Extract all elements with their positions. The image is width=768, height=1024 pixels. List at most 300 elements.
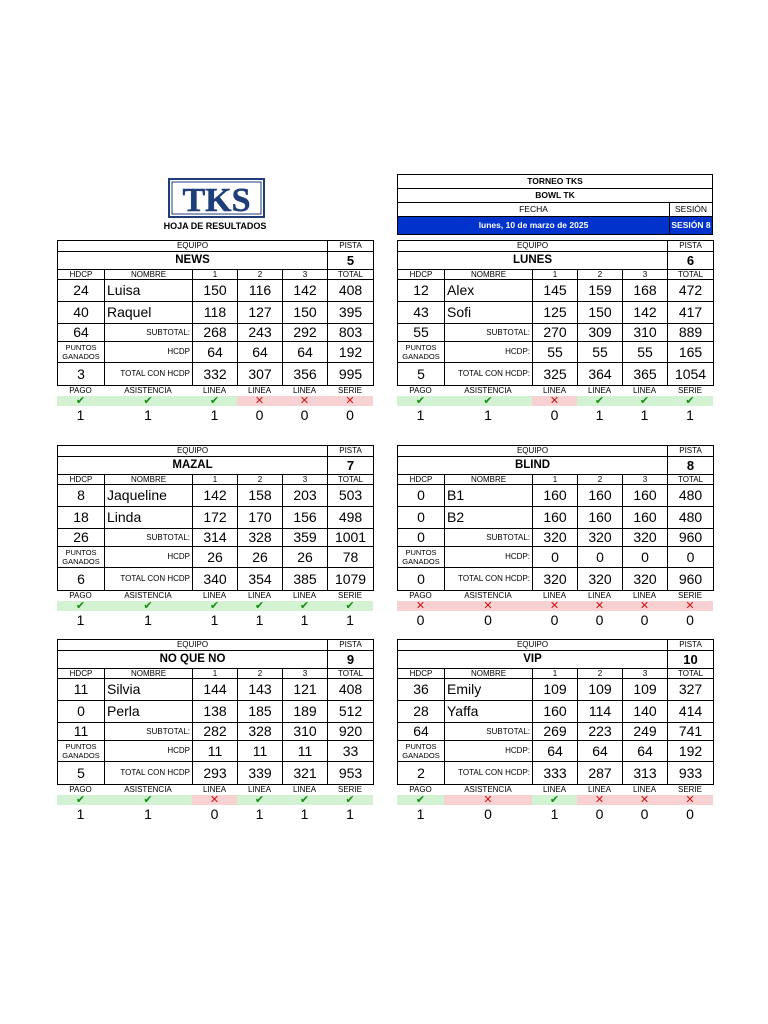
linea2-points: 0 <box>255 407 264 423</box>
subtotal-row <box>398 324 714 342</box>
hcdp-game2: 0 <box>578 547 623 568</box>
linea3-points: 0 <box>640 612 649 628</box>
serie-mark-icon: ✕ <box>327 396 373 406</box>
game2-header: 2 <box>238 475 283 485</box>
pago-points: 0 <box>416 612 425 628</box>
linea3-points: 1 <box>300 612 309 628</box>
player-game1: 160 <box>533 701 578 723</box>
hdcp-header: HDCP <box>58 669 105 679</box>
hdcp-header: HDCP <box>58 270 105 280</box>
pista-label: PISTA <box>328 241 374 252</box>
serie-label: SERIE <box>677 386 702 395</box>
total-con-hcdp-game3: 313 <box>623 762 668 785</box>
asistencia-points: 1 <box>144 806 152 822</box>
linea2-mark-icon: ✕ <box>237 396 282 406</box>
player-name: Linda <box>105 507 193 529</box>
total-con-hcdp-label: TOTAL CON HCDP: <box>445 363 533 386</box>
subtotal-label: SUBTOTAL: <box>105 529 193 547</box>
subtotal-game1: 314 <box>193 529 238 547</box>
asistencia-mark-icon: ✔ <box>444 396 532 406</box>
total-con-hcdp-total: 933 <box>668 762 714 785</box>
hcdp-row <box>58 547 374 568</box>
points-table <box>397 785 713 823</box>
linea2-points: 1 <box>255 806 264 822</box>
player-row <box>58 507 374 529</box>
subtotal-row <box>398 529 714 547</box>
player-total: 327 <box>668 679 714 701</box>
linea2-label: LINEA <box>587 785 612 794</box>
player-game2: 159 <box>578 280 623 302</box>
serie-label: SERIE <box>337 785 362 794</box>
linea3-label: LINEA <box>632 785 657 794</box>
player-game1: 142 <box>193 485 238 507</box>
puntos-ganados-value: 6 <box>58 568 105 591</box>
player-game2: 170 <box>238 507 283 529</box>
linea1-mark-icon: ✔ <box>192 601 237 611</box>
equipo-label: EQUIPO <box>398 241 668 252</box>
player-game1: 138 <box>193 701 238 723</box>
team-table <box>57 240 374 386</box>
total-con-hcdp-row <box>58 363 374 386</box>
player-game3: 168 <box>623 280 668 302</box>
total-con-hcdp-game3: 385 <box>283 568 328 591</box>
player-game3: 203 <box>283 485 328 507</box>
total-con-hcdp-total: 1079 <box>328 568 374 591</box>
player-game3: 121 <box>283 679 328 701</box>
puntos-ganados-label: PUNTOS GANADOS <box>398 547 445 568</box>
linea1-mark-icon: ✕ <box>532 396 577 406</box>
player-hdcp: 8 <box>58 485 105 507</box>
team-hdcp: 0 <box>398 529 445 547</box>
game2-header: 2 <box>578 270 623 280</box>
player-total: 395 <box>328 302 374 324</box>
total-con-hcdp-game2: 287 <box>578 762 623 785</box>
linea1-points: 1 <box>210 407 219 423</box>
puntos-ganados-label: PUNTOS GANADOS <box>398 342 445 363</box>
subtotal-game3: 310 <box>283 723 328 741</box>
player-game1: 118 <box>193 302 238 324</box>
player-game2: 114 <box>578 701 623 723</box>
serie-mark-icon: ✔ <box>667 396 713 406</box>
pago-label: PAGO <box>409 386 432 395</box>
serie-label: SERIE <box>677 785 702 794</box>
pago-mark-icon: ✔ <box>57 601 104 611</box>
logo-text: TKS <box>182 182 251 218</box>
player-game2: 160 <box>578 507 623 529</box>
linea1-label: LINEA <box>202 591 227 600</box>
team-block-6 <box>397 639 713 823</box>
team-hdcp: 64 <box>398 723 445 741</box>
subtotal-label: SUBTOTAL: <box>445 723 533 741</box>
player-name: Luisa <box>105 280 193 302</box>
asistencia-points: 1 <box>484 407 492 423</box>
linea1-mark-icon: ✔ <box>532 795 577 805</box>
hcdp-game2: 26 <box>238 547 283 568</box>
total-con-hcdp-game2: 339 <box>238 762 283 785</box>
linea2-mark-icon: ✔ <box>237 795 282 805</box>
hcdp-game1: 64 <box>533 741 578 762</box>
subtotal-label: SUBTOTAL: <box>445 529 533 547</box>
points-table <box>397 386 713 424</box>
linea3-mark-icon: ✔ <box>282 795 327 805</box>
player-total: 414 <box>668 701 714 723</box>
tournament-header <box>397 174 713 235</box>
player-row <box>58 302 374 324</box>
lane-number: 9 <box>328 651 374 669</box>
total-con-hcdp-game1: 332 <box>193 363 238 386</box>
equipo-label: EQUIPO <box>398 446 668 457</box>
player-game3: 160 <box>623 507 668 529</box>
subtotal-total: 803 <box>328 324 374 342</box>
asistencia-mark-icon: ✔ <box>104 396 192 406</box>
pago-label: PAGO <box>409 785 432 794</box>
serie-mark-icon: ✕ <box>667 601 713 611</box>
pago-label: PAGO <box>69 591 92 600</box>
player-name: B1 <box>445 485 533 507</box>
linea3-points: 1 <box>300 806 309 822</box>
player-game1: 109 <box>533 679 578 701</box>
team-table <box>397 639 714 785</box>
total-header: TOTAL <box>328 669 374 679</box>
player-row <box>398 701 714 723</box>
player-row <box>398 280 714 302</box>
player-row <box>58 280 374 302</box>
subtotal-game2: 309 <box>578 324 623 342</box>
player-row <box>398 507 714 529</box>
total-con-hcdp-game1: 325 <box>533 363 578 386</box>
lane-number: 5 <box>328 252 374 270</box>
sesion-value: SESIÓN 8 <box>670 217 713 235</box>
hcdp-total: 0 <box>668 547 714 568</box>
player-total: 408 <box>328 280 374 302</box>
linea2-label: LINEA <box>247 591 272 600</box>
serie-points: 1 <box>686 407 694 423</box>
player-game3: 150 <box>283 302 328 324</box>
serie-mark-icon: ✔ <box>327 601 373 611</box>
total-con-hcdp-label: TOTAL CON HCDP: <box>445 568 533 591</box>
player-hdcp: 24 <box>58 280 105 302</box>
subtotal-game1: 282 <box>193 723 238 741</box>
player-game2: 127 <box>238 302 283 324</box>
player-row <box>398 485 714 507</box>
total-con-hcdp-game1: 293 <box>193 762 238 785</box>
player-name: Perla <box>105 701 193 723</box>
player-game2: 150 <box>578 302 623 324</box>
lane-number: 7 <box>328 457 374 475</box>
team-name: NEWS <box>58 252 328 270</box>
subtotal-game2: 320 <box>578 529 623 547</box>
subtotal-label: SUBTOTAL: <box>105 723 193 741</box>
linea2-points: 0 <box>595 612 604 628</box>
hdcp-header: HDCP <box>398 270 445 280</box>
subtotal-row <box>58 324 374 342</box>
player-name: Yaffa <box>445 701 533 723</box>
hcdp-game2: 64 <box>578 741 623 762</box>
linea2-points: 1 <box>255 612 264 628</box>
subtotal-label: SUBTOTAL: <box>445 324 533 342</box>
hcdp-row <box>398 741 714 762</box>
total-con-hcdp-row <box>58 568 374 591</box>
nombre-header: NOMBRE <box>445 475 533 485</box>
pista-label: PISTA <box>668 640 714 651</box>
hcdp-game2: 64 <box>238 342 283 363</box>
linea2-mark-icon: ✔ <box>577 396 622 406</box>
team-hdcp: 26 <box>58 529 105 547</box>
hcdp-label: HCDP <box>105 741 193 762</box>
points-table <box>57 591 373 629</box>
pago-mark-icon: ✔ <box>397 795 444 805</box>
total-con-hcdp-label: TOTAL CON HCDP <box>105 762 193 785</box>
player-hdcp: 0 <box>58 701 105 723</box>
hcdp-total: 192 <box>328 342 374 363</box>
linea2-points: 0 <box>595 806 604 822</box>
subtotal-game3: 359 <box>283 529 328 547</box>
asistencia-mark-icon: ✔ <box>104 601 192 611</box>
pago-mark-icon: ✕ <box>397 601 444 611</box>
player-game1: 144 <box>193 679 238 701</box>
team-hdcp: 64 <box>58 324 105 342</box>
subtotal-row <box>58 529 374 547</box>
linea3-mark-icon: ✕ <box>282 396 327 406</box>
player-game3: 109 <box>623 679 668 701</box>
linea2-mark-icon: ✕ <box>577 601 622 611</box>
equipo-label: EQUIPO <box>398 640 668 651</box>
serie-points: 1 <box>346 806 354 822</box>
linea1-label: LINEA <box>202 785 227 794</box>
player-total: 472 <box>668 280 714 302</box>
team-name: VIP <box>398 651 668 669</box>
team-block-4 <box>397 445 713 629</box>
subtotal-game1: 320 <box>533 529 578 547</box>
hdcp-header: HDCP <box>58 475 105 485</box>
serie-label: SERIE <box>677 591 702 600</box>
serie-points: 1 <box>346 612 354 628</box>
serie-mark-icon: ✔ <box>327 795 373 805</box>
player-row <box>58 485 374 507</box>
nombre-header: NOMBRE <box>105 669 193 679</box>
total-con-hcdp-game2: 364 <box>578 363 623 386</box>
linea1-label: LINEA <box>202 386 227 395</box>
subtotal-game2: 328 <box>238 529 283 547</box>
equipo-label: EQUIPO <box>58 640 328 651</box>
subtotal-row <box>58 723 374 741</box>
nombre-header: NOMBRE <box>445 669 533 679</box>
player-game1: 150 <box>193 280 238 302</box>
linea3-mark-icon: ✕ <box>622 601 667 611</box>
player-total: 498 <box>328 507 374 529</box>
hcdp-game3: 55 <box>623 342 668 363</box>
game3-header: 3 <box>623 270 668 280</box>
subtotal-row <box>398 723 714 741</box>
linea2-label: LINEA <box>587 386 612 395</box>
linea1-points: 0 <box>210 806 219 822</box>
total-con-hcdp-game1: 320 <box>533 568 578 591</box>
linea1-points: 1 <box>550 806 559 822</box>
linea1-points: 0 <box>550 612 559 628</box>
team-block-1 <box>57 240 373 424</box>
asistencia-mark-icon: ✕ <box>444 795 532 805</box>
subtotal-game1: 268 <box>193 324 238 342</box>
puntos-ganados-value: 2 <box>398 762 445 785</box>
player-hdcp: 36 <box>398 679 445 701</box>
puntos-ganados-value: 5 <box>398 363 445 386</box>
points-table <box>397 591 713 629</box>
total-con-hcdp-label: TOTAL CON HCDP <box>105 363 193 386</box>
hcdp-game3: 64 <box>283 342 328 363</box>
points-table <box>57 785 373 823</box>
puntos-ganados-value: 0 <box>398 568 445 591</box>
subtotal-game2: 223 <box>578 723 623 741</box>
pista-label: PISTA <box>668 241 714 252</box>
hcdp-total: 165 <box>668 342 714 363</box>
player-hdcp: 18 <box>58 507 105 529</box>
linea2-mark-icon: ✕ <box>577 795 622 805</box>
game1-header: 1 <box>533 669 578 679</box>
serie-points: 0 <box>686 612 694 628</box>
subtotal-total: 920 <box>328 723 374 741</box>
player-name: Silvia <box>105 679 193 701</box>
asistencia-points: 1 <box>144 612 152 628</box>
pago-points: 1 <box>416 407 425 423</box>
total-con-hcdp-total: 995 <box>328 363 374 386</box>
team-name: BLIND <box>398 457 668 475</box>
player-game2: 158 <box>238 485 283 507</box>
player-hdcp: 12 <box>398 280 445 302</box>
asistencia-mark-icon: ✕ <box>444 601 532 611</box>
puntos-ganados-value: 3 <box>58 363 105 386</box>
player-hdcp: 0 <box>398 507 445 529</box>
team-table <box>57 639 374 785</box>
puntos-ganados-label: PUNTOS GANADOS <box>58 547 105 568</box>
total-con-hcdp-label: TOTAL CON HCDP <box>105 568 193 591</box>
player-total: 480 <box>668 507 714 529</box>
linea2-label: LINEA <box>247 386 272 395</box>
linea1-mark-icon: ✕ <box>192 795 237 805</box>
player-game3: 140 <box>623 701 668 723</box>
total-con-hcdp-row <box>398 762 714 785</box>
hcdp-game1: 0 <box>533 547 578 568</box>
player-game1: 125 <box>533 302 578 324</box>
game1-header: 1 <box>193 270 238 280</box>
linea2-label: LINEA <box>587 591 612 600</box>
linea3-mark-icon: ✔ <box>622 396 667 406</box>
tks-logo <box>168 178 265 218</box>
linea3-label: LINEA <box>292 386 317 395</box>
team-block-3 <box>57 445 373 629</box>
puntos-ganados-value: 5 <box>58 762 105 785</box>
team-hdcp: 11 <box>58 723 105 741</box>
total-con-hcdp-row <box>398 363 714 386</box>
linea3-points: 0 <box>640 806 649 822</box>
asistencia-label: ASISTENCIA <box>124 591 172 600</box>
serie-mark-icon: ✕ <box>667 795 713 805</box>
player-total: 512 <box>328 701 374 723</box>
total-con-hcdp-game1: 340 <box>193 568 238 591</box>
total-header: TOTAL <box>668 475 714 485</box>
linea1-label: LINEA <box>542 785 567 794</box>
player-game3: 189 <box>283 701 328 723</box>
player-hdcp: 0 <box>398 485 445 507</box>
game3-header: 3 <box>623 475 668 485</box>
player-game2: 185 <box>238 701 283 723</box>
player-game3: 142 <box>623 302 668 324</box>
nombre-header: NOMBRE <box>445 270 533 280</box>
subtotal-game3: 320 <box>623 529 668 547</box>
player-hdcp: 40 <box>58 302 105 324</box>
player-row <box>58 679 374 701</box>
game2-header: 2 <box>238 669 283 679</box>
pista-label: PISTA <box>328 446 374 457</box>
player-game1: 160 <box>533 507 578 529</box>
pago-label: PAGO <box>409 591 432 600</box>
game3-header: 3 <box>283 475 328 485</box>
total-con-hcdp-game2: 354 <box>238 568 283 591</box>
asistencia-points: 0 <box>484 806 492 822</box>
hcdp-label: HCDP: <box>445 547 533 568</box>
total-header: TOTAL <box>668 669 714 679</box>
pago-mark-icon: ✔ <box>57 396 104 406</box>
linea3-points: 0 <box>300 407 309 423</box>
hcdp-game3: 64 <box>623 741 668 762</box>
total-header: TOTAL <box>668 270 714 280</box>
pago-points: 1 <box>76 612 85 628</box>
equipo-label: EQUIPO <box>58 241 328 252</box>
asistencia-label: ASISTENCIA <box>464 785 512 794</box>
hcdp-game1: 64 <box>193 342 238 363</box>
team-hdcp: 55 <box>398 324 445 342</box>
equipo-label: EQUIPO <box>58 446 328 457</box>
subtotal-total: 741 <box>668 723 714 741</box>
total-con-hcdp-game3: 320 <box>623 568 668 591</box>
total-con-hcdp-game2: 307 <box>238 363 283 386</box>
team-name: NO QUE NO <box>58 651 328 669</box>
player-total: 480 <box>668 485 714 507</box>
total-header: TOTAL <box>328 475 374 485</box>
player-game3: 156 <box>283 507 328 529</box>
game1-header: 1 <box>193 669 238 679</box>
total-con-hcdp-total: 960 <box>668 568 714 591</box>
linea1-label: LINEA <box>542 386 567 395</box>
tournament-name: TORNEO TKS <box>398 175 713 189</box>
lane-number: 6 <box>668 252 714 270</box>
game1-header: 1 <box>193 475 238 485</box>
linea1-points: 0 <box>550 407 559 423</box>
hcdp-game3: 11 <box>283 741 328 762</box>
player-row <box>398 679 714 701</box>
asistencia-label: ASISTENCIA <box>124 386 172 395</box>
total-con-hcdp-game2: 320 <box>578 568 623 591</box>
asistencia-mark-icon: ✔ <box>104 795 192 805</box>
linea3-mark-icon: ✔ <box>282 601 327 611</box>
subtotal-label: SUBTOTAL: <box>105 324 193 342</box>
linea3-mark-icon: ✕ <box>622 795 667 805</box>
player-hdcp: 11 <box>58 679 105 701</box>
total-con-hcdp-total: 953 <box>328 762 374 785</box>
team-block-2 <box>397 240 713 424</box>
player-game3: 142 <box>283 280 328 302</box>
team-table <box>397 240 714 386</box>
asistencia-label: ASISTENCIA <box>124 785 172 794</box>
player-name: Raquel <box>105 302 193 324</box>
hcdp-game2: 11 <box>238 741 283 762</box>
player-total: 503 <box>328 485 374 507</box>
fecha-label: FECHA <box>398 203 670 217</box>
player-name: Jaqueline <box>105 485 193 507</box>
total-header: TOTAL <box>328 270 374 280</box>
game3-header: 3 <box>623 669 668 679</box>
hcdp-label: HCDP: <box>445 741 533 762</box>
serie-label: SERIE <box>337 591 362 600</box>
